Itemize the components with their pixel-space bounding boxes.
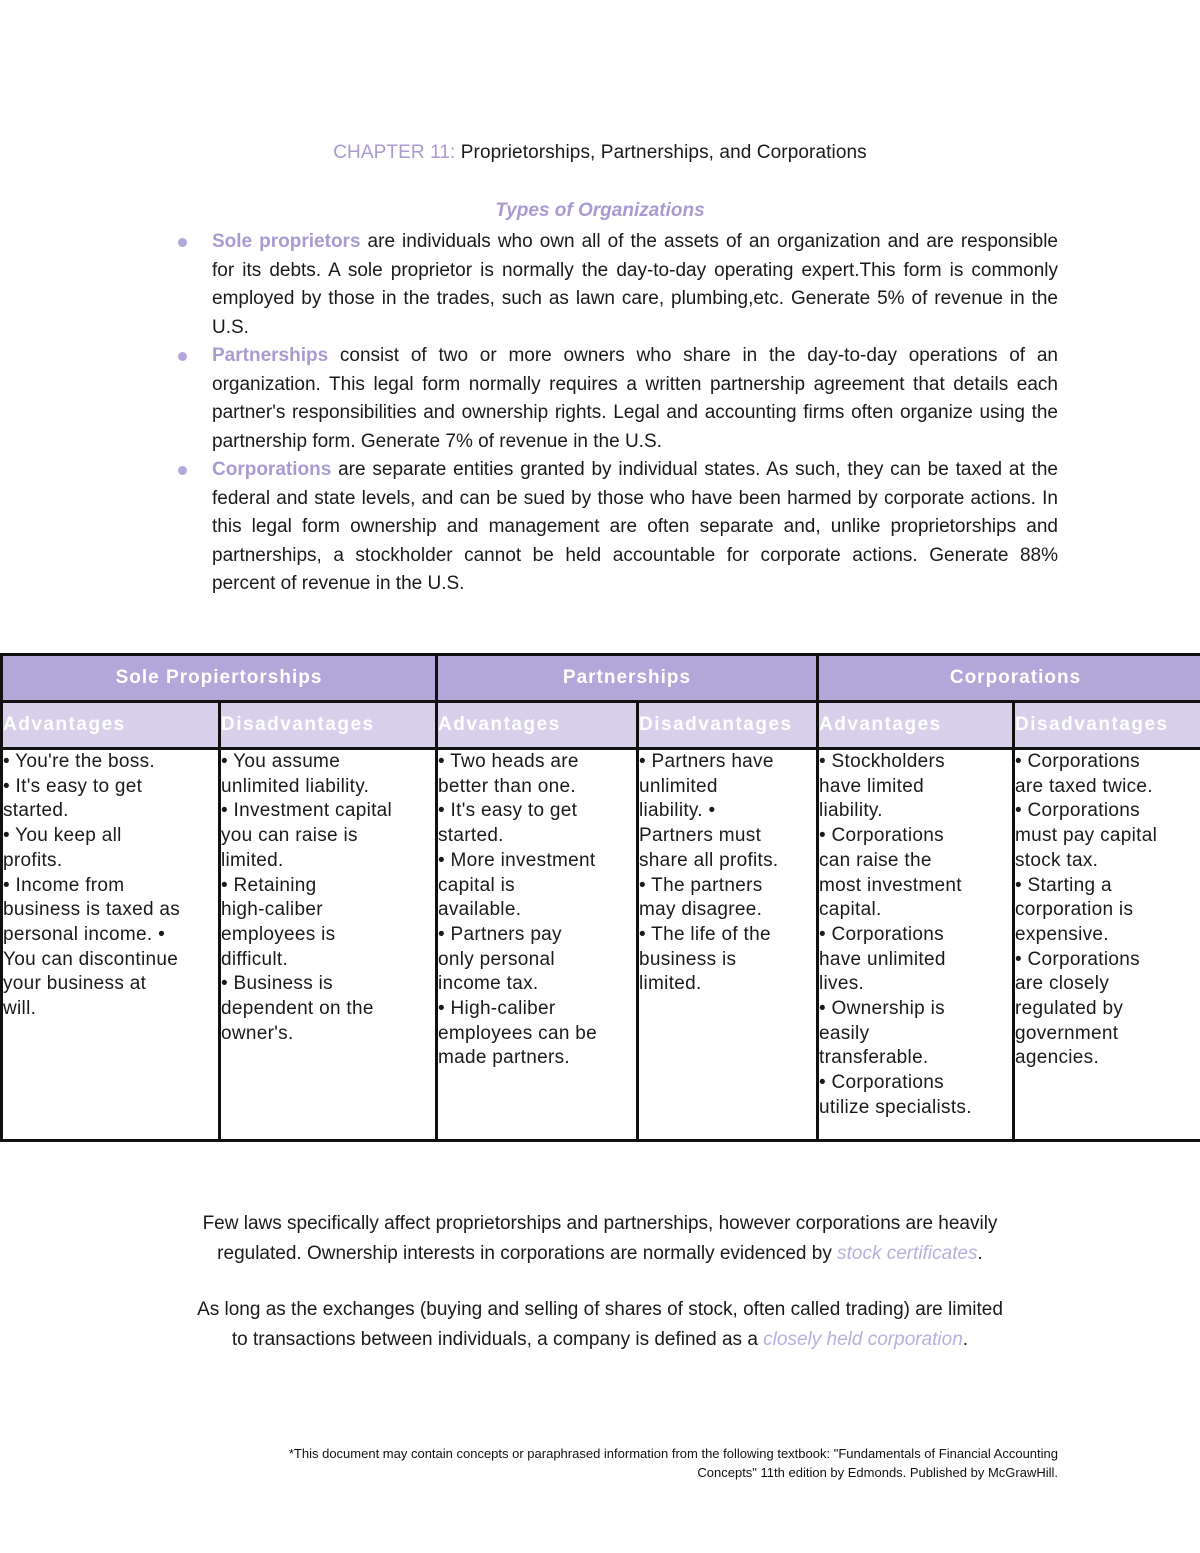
- description: consist of two or more owners who share in the day-to-day operations of an organization. This legal form normally requires a written partnership agreement that details each partner's responsibilities and ownership rights. Legal and accounting firms often organize using the partnership form. Generate 7% of revenue in the U.S.: [212, 345, 1058, 452]
- cell-line: • Income from: [3, 874, 125, 896]
- cell-line: business is: [639, 948, 737, 970]
- cell-line: most investment: [819, 874, 962, 896]
- stock-certificates-term: stock certificates: [837, 1242, 978, 1264]
- subheader-cell: Advantages: [437, 702, 638, 749]
- cell-line: lives.: [819, 973, 865, 995]
- cell-line: agencies.: [1015, 1047, 1100, 1069]
- cell-line: • You keep all: [3, 825, 122, 847]
- cell-line: unlimited liability.: [221, 775, 370, 797]
- cell-line: employees is: [221, 923, 336, 945]
- cell-line: are closely: [1015, 973, 1110, 995]
- term: Corporations: [212, 459, 332, 480]
- cell-line: • The partners: [639, 874, 763, 896]
- cell-line: personal income. •: [3, 923, 166, 945]
- table-cell: [2, 749, 220, 1141]
- cell-line: • Starting a: [1015, 874, 1112, 896]
- paragraph-text: .: [977, 1242, 983, 1264]
- cell-line: government: [1015, 1022, 1119, 1044]
- list-item: [178, 342, 1058, 456]
- organization-types-list: [178, 228, 1058, 599]
- table-cell: [1014, 749, 1200, 1141]
- cell-line: can raise the: [819, 849, 932, 871]
- table-cell: [818, 749, 1014, 1141]
- cell-line: must pay capital: [1015, 825, 1158, 847]
- description: are individuals who own all of the assets of an organization and are responsible for its debts. A sole proprietor is normally the day-to-day operating expert.This form is commonly employed by those in the trades, such as lawn care, plumbing,etc. Generate 5% of revenue in the U.S.: [212, 231, 1058, 338]
- cell-line: utilize specialists.: [819, 1096, 972, 1118]
- cell-line: limited.: [639, 973, 702, 995]
- cell-line: employees can be: [438, 1022, 598, 1044]
- bullet-icon: [178, 238, 187, 247]
- cell-line: • Corporations: [1015, 800, 1140, 822]
- cell-line: regulated by: [1015, 998, 1124, 1020]
- table-cell: [220, 749, 437, 1141]
- paragraph-line: Few laws specifically affect proprietorships and partnerships, however corporations are heavily: [202, 1213, 998, 1234]
- paragraph-text: regulated. Ownership interests in corporations are normally evidenced by: [217, 1242, 838, 1264]
- list-item: [178, 228, 1058, 342]
- cell-line: corporation is: [1015, 899, 1134, 921]
- table-subheader-row: [2, 702, 1200, 749]
- cell-line: • Corporations: [819, 923, 944, 945]
- cell-line: • Corporations: [1015, 948, 1140, 970]
- cell-line: • The life of the: [639, 923, 771, 945]
- term: Sole proprietors: [212, 231, 361, 252]
- table-row: [2, 749, 1200, 1141]
- cell-line: high-caliber: [221, 899, 323, 921]
- paragraph-line: As long as the exchanges (buying and selling of shares of stock, often called trading) are limited: [197, 1299, 1003, 1320]
- comparison-table: [0, 653, 1200, 1142]
- cell-line: You can discontinue: [3, 948, 179, 970]
- cell-line: capital.: [819, 899, 882, 921]
- paragraph-text: .: [962, 1328, 969, 1350]
- cell-line: • Stockholders: [819, 751, 945, 772]
- cell-line: income tax.: [438, 973, 539, 995]
- footnote-line: *This document may contain concepts or paraphrased information from the following textbook: "Fundamentals of Financial Accounting: [288, 1446, 1058, 1461]
- footnote: [158, 1444, 1058, 1482]
- cell-line: available.: [438, 899, 522, 921]
- cell-line: you can raise is: [221, 825, 358, 847]
- term: Partnerships: [212, 345, 329, 366]
- cell-line: your business at: [3, 973, 147, 995]
- group-header-partnerships: Partnerships: [437, 655, 818, 702]
- list-item: [178, 456, 1058, 599]
- cell-line: • Investment capital: [221, 800, 393, 822]
- bullet-icon: [178, 466, 187, 475]
- cell-line: • Partners have: [639, 751, 774, 772]
- paragraph-line: [0, 1325, 1200, 1355]
- group-header-sole: Sole Propiertorships: [2, 655, 437, 702]
- subheader-cell: Disadvantages: [220, 702, 437, 749]
- closely-held-paragraph: [0, 1295, 1200, 1354]
- group-header-corporations: Corporations: [818, 655, 1200, 702]
- cell-line: unlimited: [639, 775, 718, 797]
- cell-line: • You're the boss.: [3, 751, 155, 772]
- cell-line: limited.: [221, 849, 284, 871]
- cell-line: capital is: [438, 874, 515, 896]
- cell-line: • Business is: [221, 973, 333, 995]
- paragraph-line: [0, 1239, 1200, 1269]
- subheader-cell: Advantages: [2, 702, 220, 749]
- cell-line: only personal: [438, 948, 555, 970]
- cell-line: profits.: [3, 849, 63, 871]
- cell-line: liability. •: [639, 800, 716, 822]
- cell-line: Partners must: [639, 825, 762, 847]
- cell-line: may disagree.: [639, 899, 763, 921]
- subheader-cell: Disadvantages: [638, 702, 818, 749]
- section-title: Types of Organizations: [495, 200, 705, 221]
- cell-line: • More investment: [438, 849, 596, 871]
- regulation-paragraph: [0, 1209, 1200, 1268]
- cell-line: owner's.: [221, 1022, 294, 1044]
- cell-line: share all profits.: [639, 849, 779, 871]
- cell-line: started.: [438, 825, 504, 847]
- cell-line: • Ownership is: [819, 998, 945, 1020]
- chapter-title: Proprietorships, Partnerships, and Corporations: [455, 142, 867, 163]
- table-cell: [638, 749, 818, 1141]
- cell-line: liability.: [819, 800, 883, 822]
- table-cell: [437, 749, 638, 1141]
- cell-line: stock tax.: [1015, 849, 1099, 871]
- cell-line: expensive.: [1015, 923, 1109, 945]
- cell-line: dependent on the: [221, 998, 374, 1020]
- footnote-line: Concepts" 11th edition by Edmonds. Published by McGrawHill.: [697, 1465, 1058, 1480]
- chapter-label: CHAPTER 11:: [333, 142, 456, 163]
- cell-line: have limited: [819, 775, 924, 797]
- cell-line: have unlimited: [819, 948, 946, 970]
- cell-line: are taxed twice.: [1015, 775, 1153, 797]
- cell-line: • It's easy to get: [3, 775, 143, 797]
- cell-line: • Retaining: [221, 874, 317, 896]
- table-group-header-row: [2, 655, 1200, 702]
- page-title: [0, 142, 1200, 164]
- description: are separate entities granted by individual states. As such, they can be taxed at the federal and state levels, and can be sued by those who have been harmed by corporate actions. In this legal form ownership and management are often separate and, unlike proprietorships and partnerships, a stockholder cannot be held accountable for corporate actions. Generate 88% percent of revenue in the U.S.: [212, 459, 1058, 594]
- cell-line: will.: [3, 998, 37, 1020]
- closely-held-term: closely held corporation: [763, 1328, 963, 1350]
- cell-line: transferable.: [819, 1047, 929, 1069]
- bullet-icon: [178, 352, 187, 361]
- cell-line: started.: [3, 800, 69, 822]
- cell-line: • High-caliber: [438, 998, 556, 1020]
- cell-line: made partners.: [438, 1047, 570, 1069]
- cell-line: • Two heads are: [438, 751, 579, 772]
- cell-line: business is taxed as: [3, 899, 181, 921]
- cell-line: • You assume: [221, 751, 341, 772]
- cell-line: difficult.: [221, 948, 289, 970]
- cell-line: • Corporations: [819, 1072, 944, 1094]
- cell-line: • Partners pay: [438, 923, 562, 945]
- subheader-cell: Advantages: [818, 702, 1014, 749]
- cell-line: • Corporations: [819, 825, 944, 847]
- cell-line: easily: [819, 1022, 870, 1044]
- cell-line: • Corporations: [1015, 751, 1140, 772]
- cell-line: • It's easy to get: [438, 800, 578, 822]
- subheader-cell: Disadvantages: [1014, 702, 1200, 749]
- cell-line: better than one.: [438, 775, 576, 797]
- paragraph-text: to transactions between individuals, a company is defined as a: [231, 1328, 764, 1350]
